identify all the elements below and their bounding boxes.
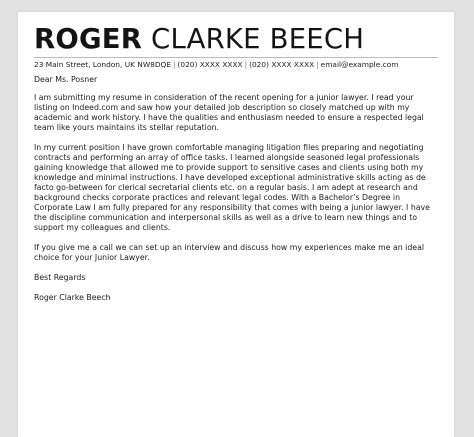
applicant-last-name: CLARKE BEECH — [151, 23, 365, 55]
paragraph-experience: In my current position I have grown comfortable managing litigation files preparing and negotiating contracts and performing an array of office tasks. I learned alongside seasoned legal professionals gaining knowledge that allowed me to provide support to sensitive cases and clients using both my knowledge and minimal instructions. I have developed exceptional administrative skills acting as de facto go-between for clerical secretarial clients etc. on a regular basis. I am adept at research and background checks corporate practices and relevant legal codes. With a Bachelor’s Degree in Corporate Law I am fully prepared for any responsibility that comes with being a junior lawyer. I have the discipline communication and interpersonal skills as well as a drive to learn new things and to support my colleagues and clients. — [34, 143, 430, 232]
signature-name: Roger Clarke Beech — [34, 293, 111, 302]
contact-phone-2: (020) XXXX XXXX — [249, 60, 315, 69]
letter-page — [18, 12, 454, 437]
contact-email[interactable]: email@example.com — [320, 60, 399, 69]
closing-phrase: Best Regards — [34, 273, 86, 282]
applicant-name — [34, 22, 364, 56]
contact-separator: | — [173, 60, 176, 69]
contact-line — [34, 60, 398, 69]
applicant-first-name: ROGER — [34, 23, 143, 55]
contact-separator: | — [244, 60, 248, 69]
letter-body — [34, 75, 438, 303]
contact-separator: | — [316, 60, 319, 69]
contact-phone-1: (020) XXXX XXXX — [177, 60, 243, 69]
contact-address: 23 Main Street, London, UK NW8DQE — [34, 60, 172, 69]
salutation: Dear Ms. Posner — [34, 75, 98, 84]
paragraph-closing: If you give me a call we can set up an interview and discuss how my experiences make me an ideal choice for your Junior Lawyer. — [34, 243, 425, 262]
header-divider — [34, 57, 438, 58]
paragraph-intro: I am submitting my resume in consideration of the recent opening for a junior lawyer. I read your listing on Indeed.com and saw how your detailed job description so closely matched up with my academic and work history. I have the qualities and enthusiasm needed to ensure a respected legal team like yours maintains its stellar reputation. — [34, 93, 424, 132]
